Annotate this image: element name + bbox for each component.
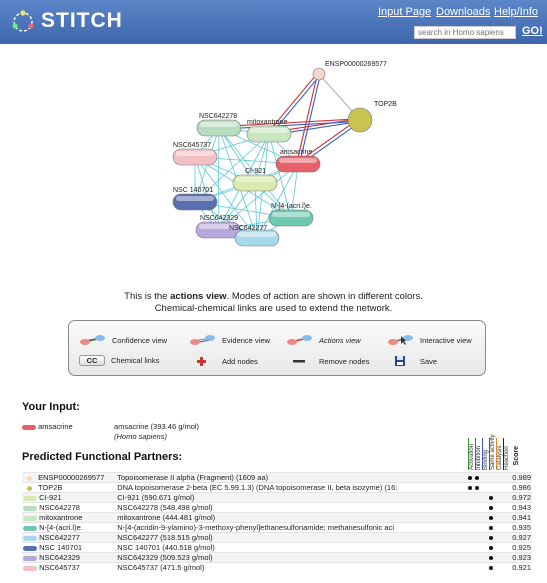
action-cell	[466, 533, 473, 543]
partner-name[interactable]	[22, 503, 116, 513]
partner-score: 0.986	[509, 483, 532, 493]
action-cell	[495, 513, 502, 523]
save-button[interactable]	[387, 355, 437, 367]
action-cell	[466, 473, 473, 483]
input-color-swatch	[22, 425, 36, 430]
remove-nodes-label: Remove nodes	[319, 356, 370, 366]
node-highlight	[238, 232, 276, 237]
partner-name[interactable]	[22, 493, 116, 503]
partner-color-swatch	[27, 486, 32, 491]
interactive-view-icon	[387, 334, 414, 346]
action-cell	[502, 563, 509, 573]
partner-description: NSC642329 (509.523 g/mol)	[116, 553, 466, 563]
action-cell	[474, 523, 481, 533]
partner-row[interactable]	[22, 503, 532, 513]
action-cell	[466, 483, 473, 493]
network-node[interactable]	[348, 101, 397, 132]
input-name-label: amsacrine	[38, 422, 73, 431]
action-cell	[466, 563, 473, 573]
network-node[interactable]	[233, 168, 277, 191]
action-cell	[481, 523, 488, 533]
action-dot	[489, 536, 493, 540]
partner-name[interactable]	[22, 513, 116, 523]
actions-view-label: Actions view	[319, 335, 361, 345]
actions-view-button[interactable]	[286, 334, 361, 346]
action-cell	[488, 543, 495, 553]
nav-downloads[interactable]: Downloads	[436, 6, 491, 18]
partner-color-swatch	[23, 516, 37, 521]
partner-name[interactable]	[22, 483, 116, 493]
node-label: NSC642278	[199, 113, 238, 120]
action-cell	[502, 473, 509, 483]
action-cell	[488, 503, 495, 513]
caption-bold: actions view	[170, 291, 227, 302]
partner-description: DNA topoisomerase 2-beta (EC 5.99.1.3) (DNA topoisomerase II, beta isozyme) (16:	[116, 483, 466, 493]
network-node[interactable]	[229, 225, 279, 246]
action-cell	[474, 513, 481, 523]
search-input[interactable]	[414, 26, 516, 39]
action-cell	[502, 553, 509, 563]
action-cell	[502, 533, 509, 543]
action-cell	[488, 553, 495, 563]
chemical-links-button[interactable]	[79, 355, 159, 366]
action-cell	[474, 543, 481, 553]
node-highlight	[176, 151, 214, 156]
action-cell	[495, 523, 502, 533]
action-cell	[495, 483, 502, 493]
node-highlight	[279, 158, 317, 163]
action-dot	[489, 566, 493, 570]
partner-color-swatch	[23, 556, 37, 561]
action-cell	[488, 533, 495, 543]
node-highlight	[236, 177, 274, 182]
action-cell	[495, 533, 502, 543]
partner-name[interactable]	[22, 523, 116, 533]
action-cell	[488, 473, 495, 483]
action-cell	[474, 483, 481, 493]
partner-description: N-[4-(acridin-9-ylamino)-3-methoxy-phenyl]ethanesulfonamide; methanesulfonic aci	[116, 523, 466, 533]
partner-score: 0.923	[509, 553, 532, 563]
action-dot	[475, 476, 479, 480]
action-cell	[474, 503, 481, 513]
node-label: mitoxantrone	[247, 119, 288, 126]
partner-description: NSC642277 (518.515 g/mol)	[116, 533, 466, 543]
cc-icon: CC	[79, 355, 105, 366]
evidence-view-label: Evidence view	[222, 335, 270, 345]
action-dot	[489, 496, 493, 500]
node-highlight	[272, 212, 310, 217]
node-shape	[348, 108, 372, 132]
action-column-header: Binding	[482, 438, 491, 470]
partners-table	[22, 472, 532, 572]
partner-name-label: NSC642277	[39, 533, 80, 542]
input-desc: amsacrine (393.46 g/mol)	[114, 422, 200, 431]
partner-color-swatch	[23, 546, 37, 551]
partner-name[interactable]	[22, 543, 116, 553]
action-cell	[488, 513, 495, 523]
action-column-header: Activation	[468, 438, 477, 470]
floppy-disk-icon	[387, 355, 414, 367]
partner-color-swatch	[23, 506, 37, 511]
action-column-header: Reaction	[503, 438, 512, 470]
node-highlight	[250, 128, 288, 133]
nav-help-info[interactable]: Help/Info	[494, 6, 539, 18]
node-shape	[313, 68, 325, 80]
network-graph[interactable]	[0, 50, 547, 290]
save-label: Save	[420, 356, 438, 366]
evidence-view-button[interactable]	[189, 334, 270, 346]
node-label: NSC642329	[200, 215, 239, 222]
partner-row[interactable]	[22, 493, 532, 503]
action-cell	[481, 533, 488, 543]
node-label: NSC642277	[229, 225, 268, 232]
action-cell	[474, 493, 481, 503]
action-cell	[488, 483, 495, 493]
action-cell	[466, 503, 473, 513]
minus-icon	[286, 355, 313, 367]
action-cell	[502, 543, 509, 553]
partner-row[interactable]	[22, 553, 532, 563]
action-column-header: Inhibition	[475, 438, 484, 470]
partner-name-label: mitoxantrone	[39, 513, 83, 522]
partner-name[interactable]	[22, 553, 116, 563]
action-dot	[489, 506, 493, 510]
action-cell	[495, 543, 502, 553]
partner-name-label: ENSP00000269577	[38, 473, 105, 482]
action-cell	[466, 543, 473, 553]
action-cell	[481, 483, 488, 493]
partner-score: 0.941	[509, 513, 532, 523]
action-cell	[481, 493, 488, 503]
partner-name-label: CI-921	[39, 493, 62, 502]
partner-row[interactable]	[22, 543, 532, 553]
node-label: CI-921	[245, 168, 267, 175]
action-cell	[495, 563, 502, 573]
partner-color-swatch	[23, 536, 37, 541]
evidence-view-icon	[189, 334, 216, 346]
action-cell	[466, 523, 473, 533]
action-cell	[474, 473, 481, 483]
action-cell	[474, 533, 481, 543]
partner-score: 0.943	[509, 503, 532, 513]
partner-score: 0.989	[509, 473, 532, 483]
action-cell	[481, 553, 488, 563]
app-title: STITCH	[41, 9, 123, 32]
remove-nodes-button[interactable]	[286, 355, 369, 367]
action-cell	[502, 503, 509, 513]
action-dot	[468, 486, 472, 490]
action-cell	[466, 513, 473, 523]
your-input-heading: Your Input:	[22, 401, 80, 413]
add-nodes-label: Add nodes	[222, 356, 258, 366]
partner-name-label: TOP2B	[37, 483, 63, 492]
node-label: N-[4-(acri.l)e.	[271, 203, 312, 210]
score-column-header: Score	[513, 446, 520, 466]
node-highlight	[200, 122, 238, 127]
partner-row[interactable]	[22, 523, 532, 533]
partner-row[interactable]	[22, 473, 532, 483]
action-cell	[474, 553, 481, 563]
partner-color-swatch	[23, 496, 37, 501]
action-cell	[488, 523, 495, 533]
action-cell	[495, 473, 502, 483]
chemical-links-label: Chemical links	[111, 356, 160, 365]
action-cell	[481, 543, 488, 553]
action-cell	[481, 503, 488, 513]
partner-name-label: NSC 140701	[39, 543, 83, 552]
network-node[interactable]	[276, 149, 320, 172]
action-dot	[489, 546, 493, 550]
network-node[interactable]	[247, 119, 291, 142]
partner-description: NSC645737 (471.5 g/mol)	[116, 563, 466, 573]
action-cell	[488, 563, 495, 573]
input-name[interactable]	[22, 422, 73, 431]
caption-text: This is the	[124, 291, 171, 302]
view-caption-line2: Chemical-chemical links are used to extend the network.	[154, 303, 393, 314]
partners-heading: Predicted Functional Partners:	[22, 451, 183, 463]
action-cell	[474, 563, 481, 573]
interactive-view-button[interactable]	[387, 334, 472, 346]
action-cell	[481, 513, 488, 523]
action-cell	[466, 553, 473, 563]
partner-description: CI-921 (590.671 g/mol)	[116, 493, 466, 503]
partner-name[interactable]	[22, 533, 116, 543]
action-column-header: Same activity	[490, 434, 496, 470]
network-node[interactable]	[197, 113, 241, 136]
confidence-view-button[interactable]	[79, 334, 167, 346]
action-dot	[475, 486, 479, 490]
partner-description: mitoxantrone (444.481 g/mol)	[116, 513, 466, 523]
partner-score: 0.935	[509, 523, 532, 533]
partner-name-label: NSC645737	[39, 563, 80, 573]
network-node[interactable]	[173, 142, 217, 165]
partner-description: NSC642278 (548.498 g/mol)	[116, 503, 466, 513]
action-cell	[502, 513, 509, 523]
node-label: TOP2B	[374, 101, 397, 108]
partner-score: 0.927	[509, 533, 532, 543]
partner-row[interactable]	[22, 533, 532, 543]
action-cell	[466, 493, 473, 503]
action-cell	[502, 493, 509, 503]
partner-name-label: NSC642278	[39, 503, 80, 512]
node-label: ENSP00000269577	[325, 61, 387, 68]
go-button[interactable]: GO!	[522, 25, 543, 37]
partner-score: 0.925	[509, 543, 532, 553]
nav-input-page[interactable]: Input Page	[378, 6, 432, 18]
action-cell	[488, 493, 495, 503]
partner-score: 0.921	[509, 563, 532, 573]
node-label: NSC645737	[173, 142, 212, 149]
node-label: amsacrine	[280, 149, 313, 156]
partner-color-swatch	[23, 566, 37, 571]
partner-description: NSC 140701 (440.518 g/mol)	[116, 543, 466, 553]
add-nodes-button[interactable]	[189, 355, 258, 367]
partner-name-label: N-[4-(acri.l)e.	[39, 523, 83, 532]
partner-row[interactable]	[22, 513, 532, 523]
network-node[interactable]	[173, 187, 217, 210]
action-cell	[495, 553, 502, 563]
view-caption-line1	[0, 291, 547, 302]
partner-name[interactable]	[22, 563, 116, 573]
header-bar	[0, 0, 547, 44]
partner-color-swatch	[23, 526, 37, 531]
partner-name[interactable]	[22, 473, 116, 483]
partner-color-swatch	[27, 476, 32, 481]
caption-text: . Modes of action are shown in different colors.	[226, 291, 423, 302]
network-node[interactable]	[269, 203, 313, 226]
actions-view-icon	[286, 334, 313, 346]
network-node[interactable]	[313, 61, 387, 80]
action-cell	[495, 493, 502, 503]
partner-row[interactable]	[22, 563, 532, 573]
interactive-view-label: Interactive view	[420, 335, 472, 345]
stitch-logo-icon	[10, 9, 36, 35]
action-dot	[489, 516, 493, 520]
view-toolbar	[68, 320, 486, 376]
input-organism: (Homo sapiens)	[114, 432, 167, 441]
partner-score: 0.972	[509, 493, 532, 503]
action-column-header: Catalysis	[496, 438, 505, 470]
action-cell	[502, 523, 509, 533]
confidence-view-label: Confidence view	[112, 335, 168, 345]
plus-icon	[189, 355, 216, 367]
action-cell	[495, 503, 502, 513]
action-dot	[489, 526, 493, 530]
action-dot	[489, 556, 493, 560]
partner-description: Topoisomerase II alpha (Fragment) (1609 aa)	[116, 473, 466, 483]
partner-name-label: NSC642329	[39, 553, 80, 562]
node-highlight	[176, 196, 214, 201]
confidence-view-icon	[79, 334, 106, 346]
node-label: NSC 140701	[173, 187, 214, 194]
partner-row[interactable]	[22, 483, 532, 493]
action-cell	[481, 473, 488, 483]
action-dot	[468, 476, 472, 480]
action-cell	[481, 563, 488, 573]
action-cell	[502, 483, 509, 493]
